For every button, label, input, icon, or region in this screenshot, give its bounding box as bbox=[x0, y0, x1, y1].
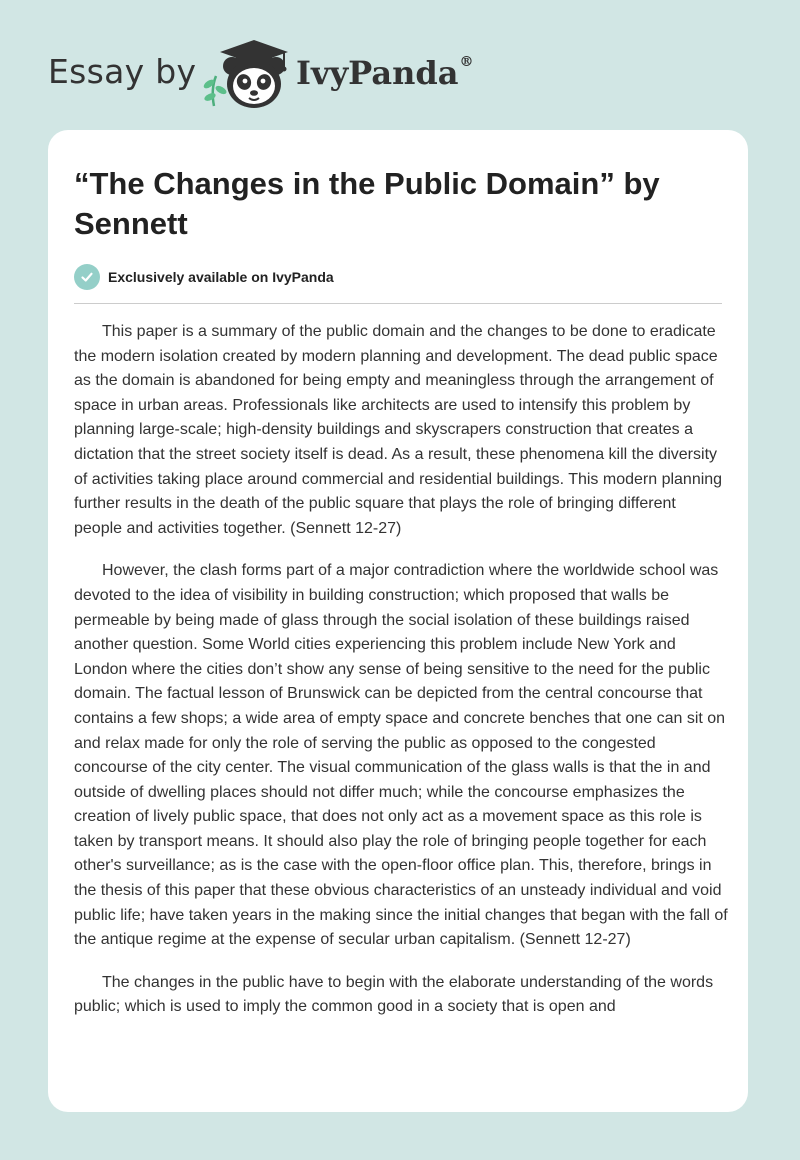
essay-by-label: Essay by bbox=[48, 52, 197, 91]
title-divider bbox=[74, 303, 722, 304]
essay-card bbox=[48, 130, 748, 1112]
essay-paragraph-2: However, the clash forms part of a major contradiction where the worldwide school was devoted to the idea of visibility in building construction; which proposed that walls be permeable by being made of glass through the social isolation of these buildings raised another question. Some World cities experiencing this problem include New York and London where the cities don’t show any sense of being sensitive to the need for the public domain. The factual lesson of Brunswick can be depicted from the central concourse that contains a few shops; a wide area of empty space and concrete benches that one can sit on and relax made for only the role of serving the public as opposed to the congested concourse of the city center. The visual communication of the glass walls is that the in and outside of dwelling places should not differ much; while the concourse emphasizes the creation of lively public space, that does not only act as a movement space as this role is taken by transport means. It should also play the role of bringing people together for each other's surveillance; as is the case with the open-floor office plan. This, therefore, brings in the thesis of this paper that these obvious characteristics of an unsteady individual and void public life; have taken years in the making since the initial changes that began with the fall of the antique regime at the expense of secular urban capitalism. (Sennett 12-27) bbox=[74, 562, 728, 949]
registered-mark: ® bbox=[459, 54, 474, 71]
exclusive-badge-text: Exclusively available on IvyPanda bbox=[108, 269, 334, 285]
essay-title: “The Changes in the Public Domain” by Sennett bbox=[74, 166, 660, 241]
exclusive-badge bbox=[74, 264, 334, 290]
check-icon bbox=[74, 264, 100, 290]
essay-paragraph-3: The changes in the public have to begin with the elaborate understanding of the words public; which is used to imply the common good in a society that is open and bbox=[74, 973, 714, 1016]
site-header bbox=[0, 0, 800, 130]
brand-name[interactable] bbox=[296, 54, 473, 92]
leaf-icon bbox=[202, 76, 228, 106]
essay-paragraph-1: This paper is a summary of the public domain and the changes to be done to eradicate the modern isolation created by modern planning and development. The dead public space as the domain is abandoned for being empty and meaningless through the arrangement of space in urban areas. Professionals like architects are used to intensify this problem by planning large-scale; high-density buildings and skyscrapers construction that creates a dictation that the street society itself is dead. As a result, these phenomena kill the diversity of activities taking place around commercial and residential buildings. This modern planning further results in the death of the public square that plays the role of bringing different people and activities together. (Sennett 12-27) bbox=[74, 323, 723, 537]
panda-logo-icon[interactable] bbox=[200, 36, 292, 110]
essay-body bbox=[74, 320, 728, 1038]
brand-name-text: IvyPanda bbox=[296, 54, 459, 92]
